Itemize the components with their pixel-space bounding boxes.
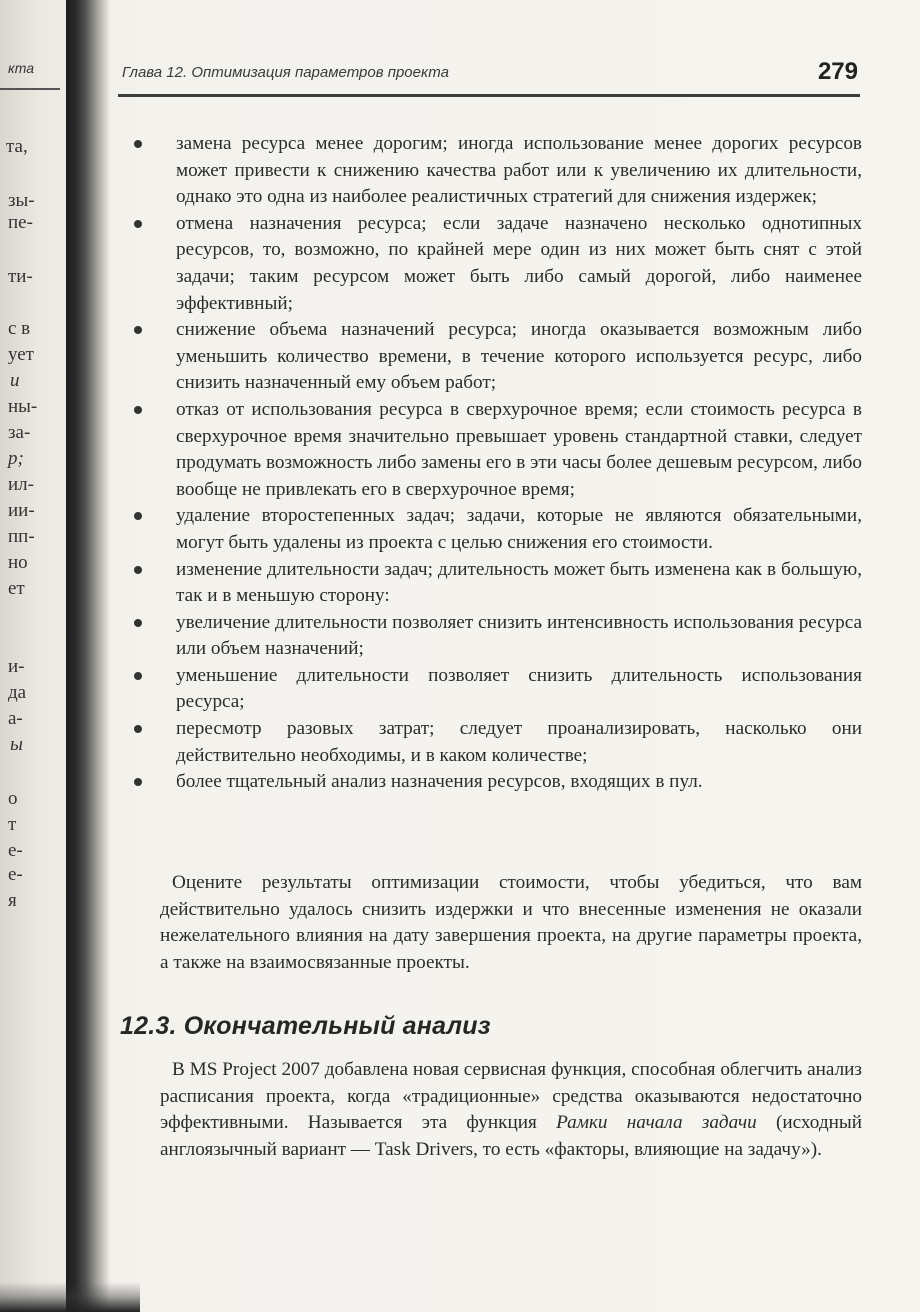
left-page-rule xyxy=(0,88,60,90)
book-page xyxy=(118,0,863,1312)
list-item-text: снижение объема назначений ресурса; иногда оказывается возможным либо уменьшить количество времени, в течение которого используется ресурс, либо снизить назначенный ему объем работ; xyxy=(176,319,862,394)
list-item-text: замена ресурса менее дорогим; иногда использование менее дорогих ресурсов может привести к снижению качества работ или к увеличению их длительности, однако это одна из наиболее реалистичных стратегий для снижения издержек; xyxy=(176,133,862,208)
list-item-text: пересмотр разовых затрат; следует проанализировать, насколько они действительно необходимы, и в каком количестве; xyxy=(176,718,862,766)
bullet-icon xyxy=(134,725,142,733)
list-item xyxy=(160,131,862,211)
left-fragment: та, xyxy=(6,136,28,157)
list-item-text: отказ от использования ресурса в сверхурочное время; если стоимость ресурса в сверхурочное время значительно превышает уровень стандартной ставки, следует продумать возможность либо замены его в эти часы более дешевым ресурсом, либо вообще не привлекать его в сверхурочное время; xyxy=(176,398,862,500)
paragraph-text: В MS Project 2007 добавлена новая сервисная функция, способная облегчить анализ расписания проекта, когда «традиционные» средства оказываются недостаточно эффективными. Называется эта функция xyxy=(160,1059,862,1134)
bullet-icon xyxy=(134,326,142,334)
list-item xyxy=(160,211,862,317)
left-fragment: ны- xyxy=(8,396,38,417)
left-fragment: ы xyxy=(10,734,23,755)
list-item-text: уменьшение длительности позволяет снизить длительность использования ресурса; xyxy=(176,664,862,713)
list-item xyxy=(160,557,862,610)
bullet-icon xyxy=(134,619,142,627)
page-number: 279 xyxy=(817,58,858,85)
bullet-icon xyxy=(134,566,142,574)
left-fragment: и xyxy=(10,370,20,391)
left-fragment: т xyxy=(8,814,17,835)
left-fragment: ует xyxy=(8,344,34,365)
left-fragment: зы- xyxy=(8,190,35,211)
paragraph-text: (исходный англоязычный вариант — Task Drivers, то есть «факторы, влияющие на задачу»). xyxy=(160,1112,863,1160)
left-fragment: р; xyxy=(8,448,24,469)
left-fragment: е- xyxy=(8,840,23,861)
italic-term: Рамки начала задачи xyxy=(556,1112,757,1134)
bullet-icon xyxy=(134,406,142,414)
left-fragment: ил- xyxy=(8,474,34,495)
left-fragment: с в xyxy=(8,318,31,339)
left-fragment: е- xyxy=(8,864,23,885)
left-page-fragment xyxy=(0,0,66,1312)
list-item xyxy=(160,397,862,503)
running-header xyxy=(120,58,860,92)
list-item xyxy=(160,610,862,663)
list-item xyxy=(160,317,862,397)
bullet-icon xyxy=(134,220,142,228)
bullet-icon xyxy=(134,672,142,680)
bullet-icon xyxy=(134,778,142,786)
left-fragment: ии- xyxy=(8,500,35,521)
list-item xyxy=(160,716,862,769)
left-fragment: за- xyxy=(8,422,31,443)
left-fragment: ти- xyxy=(8,266,33,287)
left-fragment: пе- xyxy=(8,212,33,233)
left-page-header-fragment: кта xyxy=(8,60,35,76)
left-fragment: но xyxy=(8,552,28,573)
list-item-text: изменение длительности задач; длительность может быть изменена как в большую, так и в меньшую сторону: xyxy=(176,558,862,607)
left-fragment: ет xyxy=(8,578,25,599)
left-fragment: да xyxy=(8,682,27,703)
chapter-title: Глава 12. Оптимизация параметров проекта xyxy=(122,64,449,81)
left-fragment: и- xyxy=(8,656,25,677)
list-item-text: увеличение длительности позволяет снизить интенсивность использования ресурса или объем назначений; xyxy=(176,611,862,660)
bullet-list-block xyxy=(160,131,862,796)
paragraph: Оцените результаты оптимизации стоимости, чтобы убедиться, что вам действительно удалось снизить издержки и что внесенные изменения не оказали нежелательного влияния на дату завершения проекта, на другие параметры проекта, а также на взаимосвязанные проекты. xyxy=(160,872,862,973)
list-item-text: удаление второстепенных задач; задачи, которые не являются обязательными, могут быть удалены из проекта с целью снижения его стоимости. xyxy=(176,505,862,553)
paragraph xyxy=(160,1057,862,1163)
left-fragment: о xyxy=(8,788,18,809)
bullet-list xyxy=(160,131,862,796)
bullet-icon xyxy=(134,512,142,520)
list-item xyxy=(160,503,862,556)
list-item xyxy=(160,663,862,716)
left-fragment: я xyxy=(8,890,17,911)
list-item-text: отмена назначения ресурса; если задаче назначено несколько однотипных ресурсов, то, возможно, по крайней мере один из них может быть снят с этой задачи; таким ресурсом может быть либо самый дорогой, либо наименее эффективный; xyxy=(176,212,862,314)
left-fragment: пп- xyxy=(8,526,35,547)
list-item xyxy=(160,769,862,796)
header-rule xyxy=(118,94,860,97)
list-item-text: более тщательный анализ назначения ресурсов, входящих в пул. xyxy=(176,771,703,793)
binding-shadow xyxy=(66,0,110,1312)
bullet-icon xyxy=(134,140,142,148)
section-heading: 12.3. Окончательный анализ xyxy=(120,1012,491,1040)
left-fragment: а- xyxy=(8,708,23,729)
